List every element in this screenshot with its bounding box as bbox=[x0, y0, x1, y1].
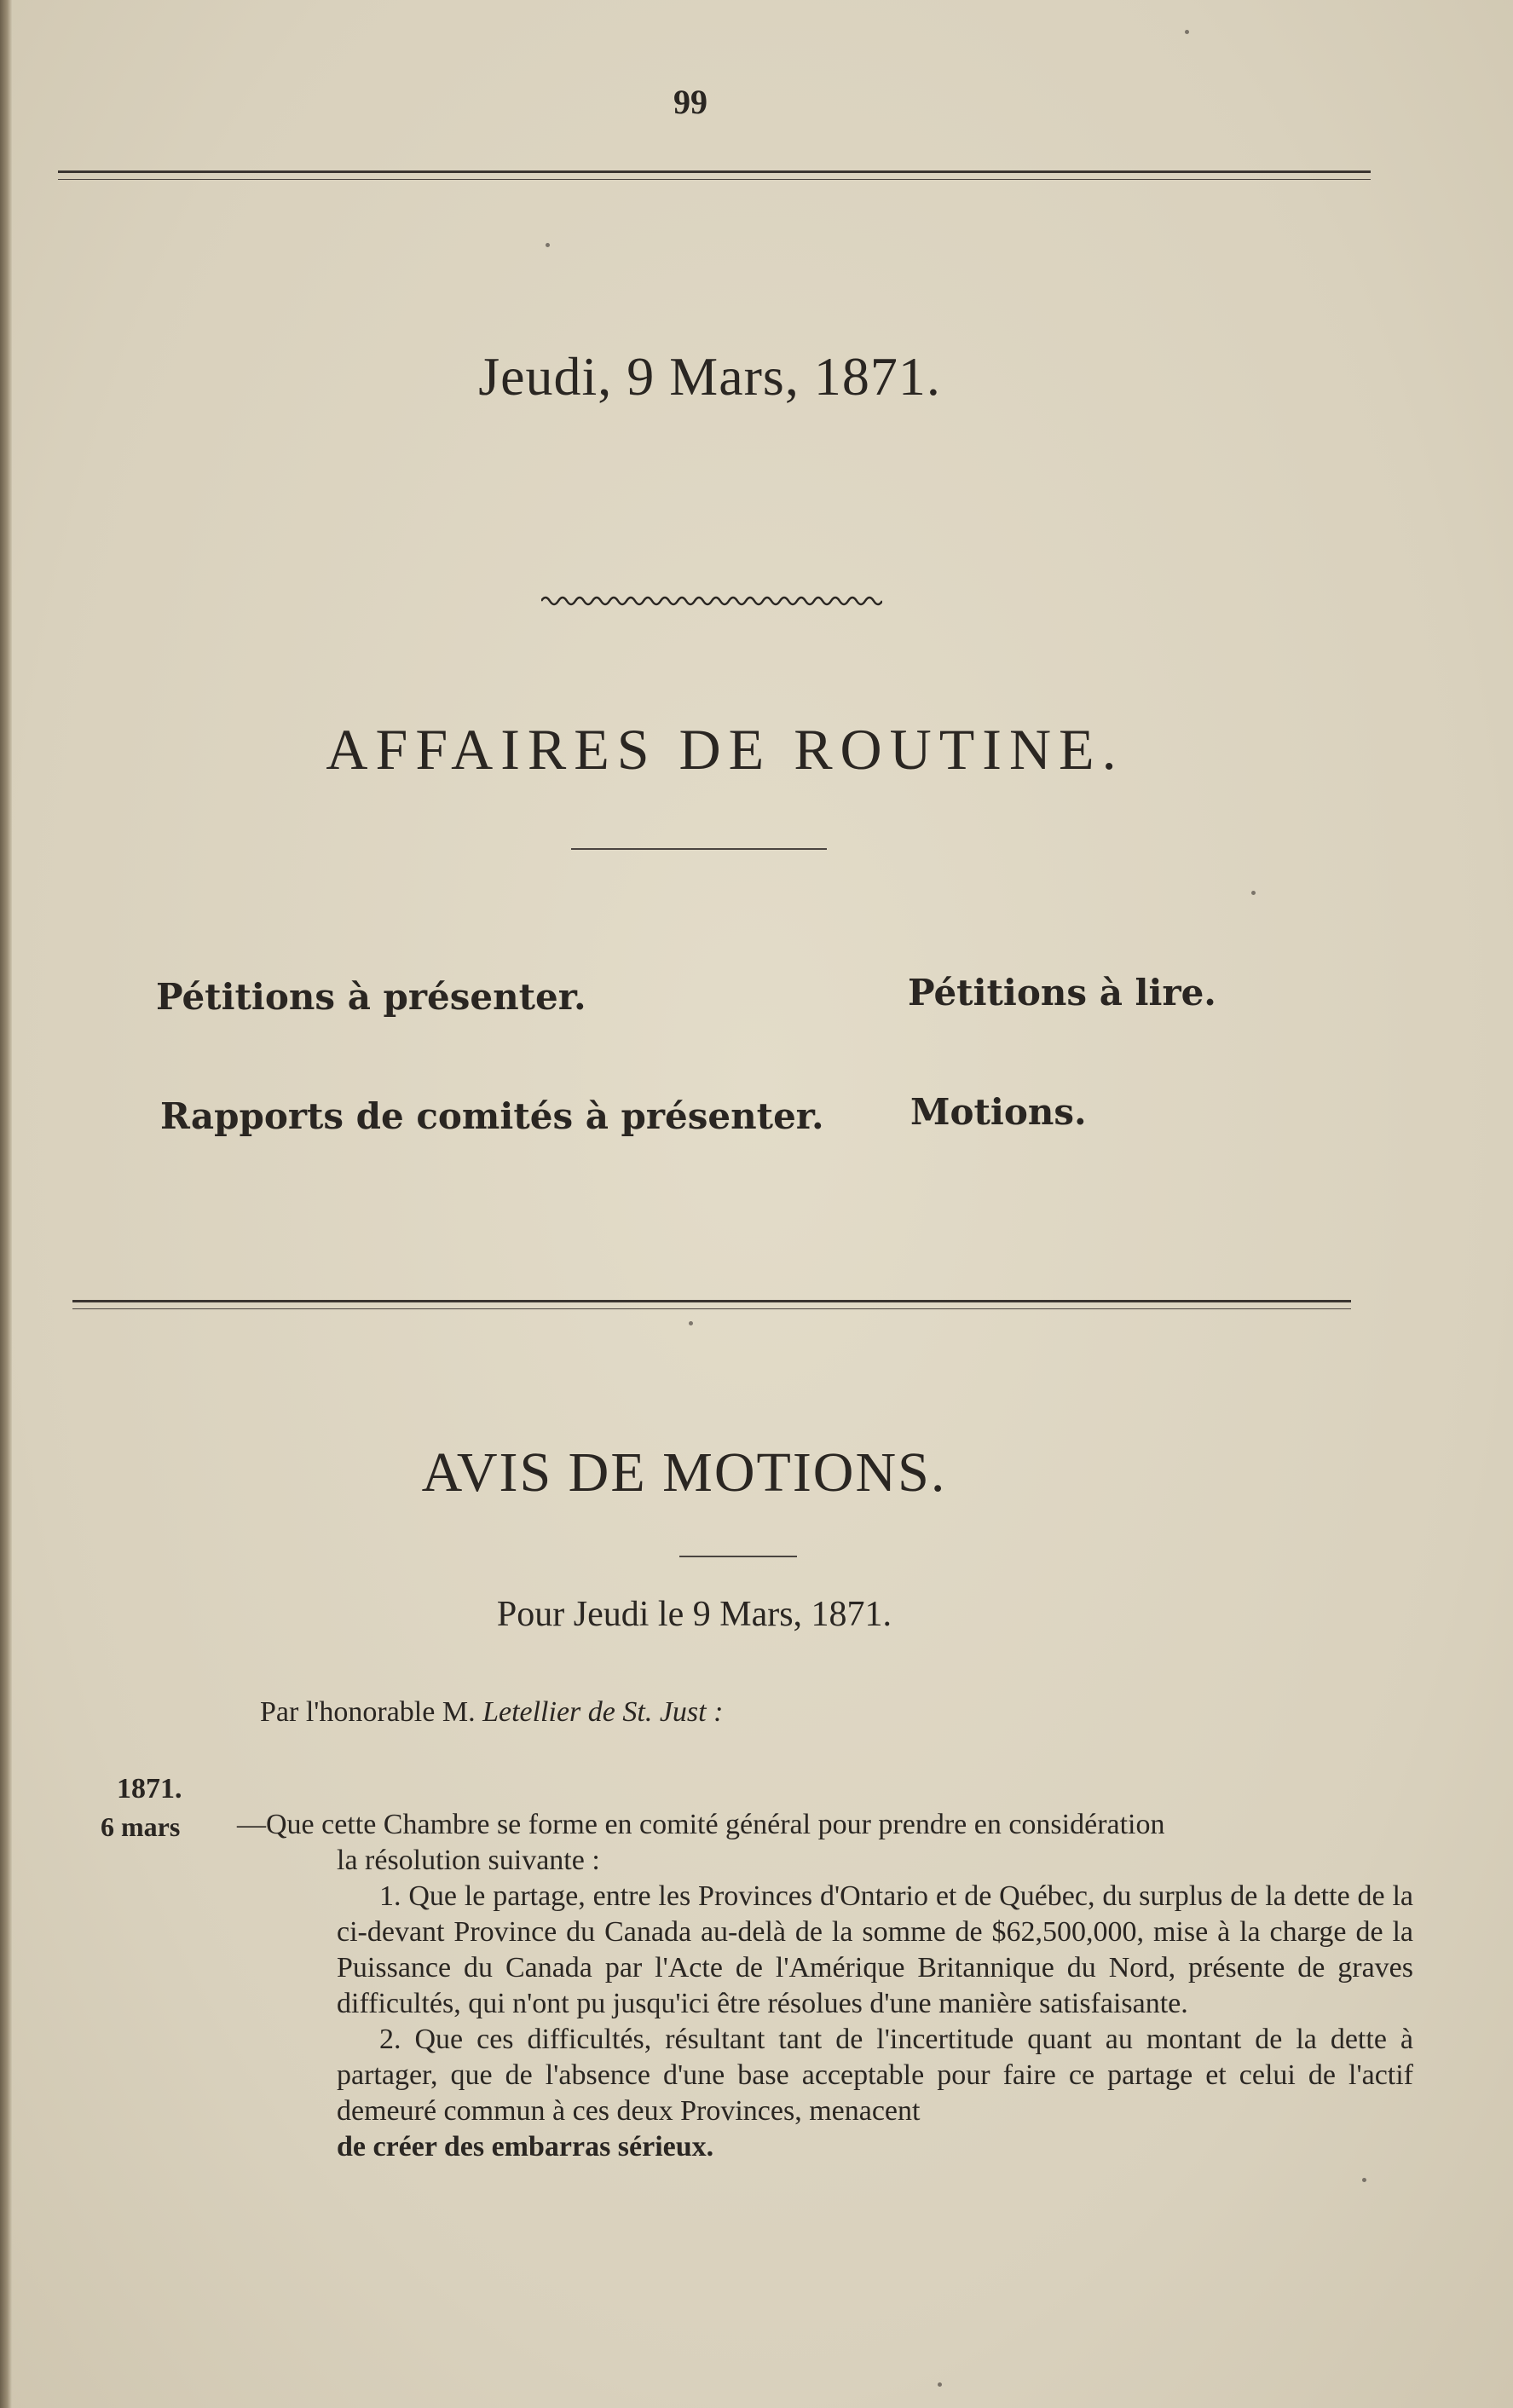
routine-underline bbox=[571, 848, 827, 850]
middle-rule-thin bbox=[72, 1308, 1351, 1309]
routine-title: AFFAIRES DE ROUTINE. bbox=[326, 717, 1124, 782]
routine-item-committee-reports: Rapports de comités à présenter. bbox=[160, 1095, 824, 1137]
paper-speck bbox=[689, 1321, 693, 1325]
motion-text bbox=[237, 1807, 1413, 2165]
routine-item-petitions-read: Pétitions à lire. bbox=[908, 972, 1216, 1013]
paper-speck bbox=[1185, 30, 1189, 34]
notice-date: Pour Jeudi le 9 Mars, 1871. bbox=[496, 1595, 892, 1634]
routine-item-motions: Motions. bbox=[910, 1091, 1087, 1133]
paper-speck bbox=[1251, 891, 1256, 895]
motion-intro-continued: la résolution suivante : bbox=[337, 1845, 600, 1876]
page-number: 99 bbox=[673, 83, 707, 121]
margin-date: 6 mars bbox=[101, 1811, 181, 1842]
paper-speck bbox=[938, 2382, 942, 2387]
motion-point-2: 2. Que ces difficultés, résultant tant de l'incertitude quant au montant de la dette à partager, que de l'absence d'une base acceptable pour faire ce partage et celui de l'actif demeuré commun à ces deux Provinces, menacent bbox=[337, 2024, 1413, 2127]
routine-item-petitions-present: Pétitions à présenter. bbox=[156, 976, 586, 1018]
motion-author-name: Letellier de St. Just : bbox=[482, 1696, 724, 1728]
motion-author bbox=[260, 1696, 723, 1729]
notices-title: AVIS DE MOTIONS. bbox=[421, 1441, 947, 1504]
motion-point-1: 1. Que le partage, entre les Provinces d'Ontario et de Québec, du surplus de la dette de la ci-devant Province du Canada au-delà de la somme de $62,500,000, mise à la charge de la Puissance du Canada par l'Acte de l'Amérique Britannique du Nord, présente de graves difficultés, qui n'ont pu jusqu'ici être résolues d'une manière satisfaisante. bbox=[337, 1880, 1413, 2019]
paper-speck bbox=[1362, 2178, 1366, 2182]
motion-point-2-end: de créer des embarras sérieux. bbox=[337, 2131, 714, 2163]
motion-intro: —Que cette Chambre se forme en comité général pour prendre en considération bbox=[237, 1809, 1165, 1840]
motion-author-prefix: Par l'honorable M. bbox=[260, 1696, 476, 1728]
top-rule bbox=[58, 170, 1371, 173]
notices-underline bbox=[679, 1556, 797, 1557]
paper-speck bbox=[546, 243, 550, 247]
margin-year: 1871. bbox=[117, 1773, 182, 1805]
wavy-divider bbox=[541, 588, 882, 614]
middle-rule bbox=[72, 1300, 1351, 1302]
top-rule-thin bbox=[58, 179, 1371, 180]
date-heading: Jeudi, 9 Mars, 1871. bbox=[478, 346, 941, 407]
